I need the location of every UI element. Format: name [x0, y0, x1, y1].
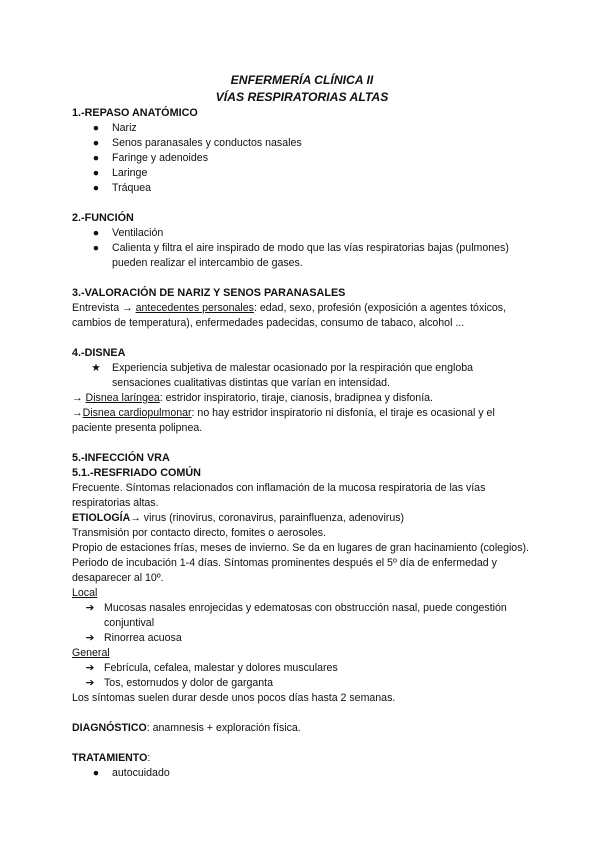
- document-title: ENFERMERÍA CLÍNICA II: [230, 73, 374, 87]
- dyspnea-cardiopulmonary-line: →Disnea cardiopulmonar: no hay estridor inspiratorio ni disfonía, el tiraje es ocasional y el paciente presenta polipnea.: [72, 407, 495, 434]
- list-item: ★ Experiencia subjetiva de malestar ocasionado por la respiración que engloba sensaciones cualitativas distintas que varían en intensidad.: [91, 362, 473, 389]
- local-label: Local: [72, 587, 98, 599]
- list-item: ● Faringe y adenoides: [90, 151, 532, 166]
- section-heading-dyspnea: 4.-DISNEA: [72, 347, 126, 359]
- section-heading-infection: 5.-INFECCIÓN VRA: [72, 452, 170, 464]
- bullet-icon: ●: [92, 137, 100, 149]
- bullet-icon: ●: [92, 167, 100, 179]
- arrow-icon: ➔: [85, 632, 95, 644]
- document-body: [72, 72, 532, 781]
- bullet-icon: ●: [92, 182, 100, 194]
- etiology-line: ETIOLOGÍA→ virus (rinovirus, coronavirus, parainfluenza, adenovirus): [72, 512, 405, 524]
- arrow-icon: ➔: [85, 602, 95, 614]
- arrow-icon: ➔: [85, 677, 95, 689]
- section-heading-function: 2.-FUNCIÓN: [72, 212, 134, 224]
- list-item: ➔ Febrícula, cefalea, malestar y dolores musculares: [85, 662, 338, 674]
- bullet-icon: ●: [92, 227, 100, 239]
- list-item: ➔ Rinorrea acuosa: [85, 632, 182, 644]
- treatment-heading: TRATAMIENTO:: [72, 752, 151, 764]
- function-list: [72, 226, 532, 271]
- list-item: ● Tráquea: [90, 181, 532, 196]
- general-label: General: [72, 647, 110, 659]
- list-item: ● Calienta y filtra el aire inspirado de modo que las vías respiratorias bajas (pulmones) pueden realizar el intercambio de gases.: [90, 241, 532, 271]
- list-item: ● Laringe: [90, 166, 532, 181]
- arrow-icon: ➔: [85, 662, 95, 674]
- dyspnea-laryngeal-line: → Disnea laríngea: estridor inspiratorio, tiraje, cianosis, bradipnea y disfonía.: [72, 392, 433, 404]
- list-item: ● Nariz: [90, 121, 532, 136]
- list-item: ➔ Tos, estornudos y dolor de garganta: [85, 677, 274, 689]
- bullet-icon: ●: [92, 767, 100, 779]
- subsection-heading-common-cold: 5.1.-RESFRIADO COMÚN: [72, 467, 201, 479]
- section-heading-anatomy: 1.-REPASO ANATÓMICO: [72, 107, 198, 119]
- list-item: ➔ Mucosas nasales enrojecidas y edematosas con obstrucción nasal, puede congestión conjuntival: [85, 602, 507, 629]
- section-heading-assessment: 3.-VALORACIÓN DE NARIZ Y SENOS PARANASALES: [72, 287, 346, 299]
- transmission-line: Transmisión por contacto directo, fomites o aerosoles.: [72, 527, 326, 539]
- cold-intro: Frecuente. Síntomas relacionados con inflamación de la mucosa respiratoria de las vías respiratorias altas.: [72, 482, 486, 509]
- bullet-icon: ●: [92, 122, 100, 134]
- underlined-term: Disnea cardiopulmonar: [82, 407, 192, 419]
- underlined-term: antecedentes personales: [135, 302, 254, 314]
- underlined-term: Disnea laríngea: [85, 392, 160, 404]
- assessment-paragraph: Entrevista → antecedentes personales: edad, sexo, profesión (exposición a agentes tóxicos, cambios de temperatura), enfermedades padecidas, consumo de tabaco, alcohol ...: [72, 302, 507, 329]
- star-icon: ★: [91, 362, 101, 374]
- epidemiology-paragraph: Propio de estaciones frías, meses de invierno. Se da en lugares de gran hacinamiento (colegios). Periodo de incubación 1-4 días. Síntomas prominentes después el 5º día de enfermedad y desaparecer al 10º.: [72, 542, 529, 584]
- document-subtitle: VÍAS RESPIRATORIAS ALTAS: [215, 90, 389, 104]
- list-item: ● Senos paranasales y conductos nasales: [90, 136, 532, 151]
- duration-line: Los síntomas suelen durar desde unos pocos días hasta 2 semanas.: [72, 692, 396, 704]
- bullet-icon: ●: [92, 242, 100, 254]
- anatomy-list: [72, 121, 532, 196]
- list-item: ● autocuidado: [90, 766, 532, 781]
- diagnosis-line: DIAGNÓSTICO: anamnesis + exploración física.: [72, 722, 301, 734]
- bullet-icon: ●: [92, 152, 100, 164]
- list-item: ● Ventilación: [90, 226, 532, 241]
